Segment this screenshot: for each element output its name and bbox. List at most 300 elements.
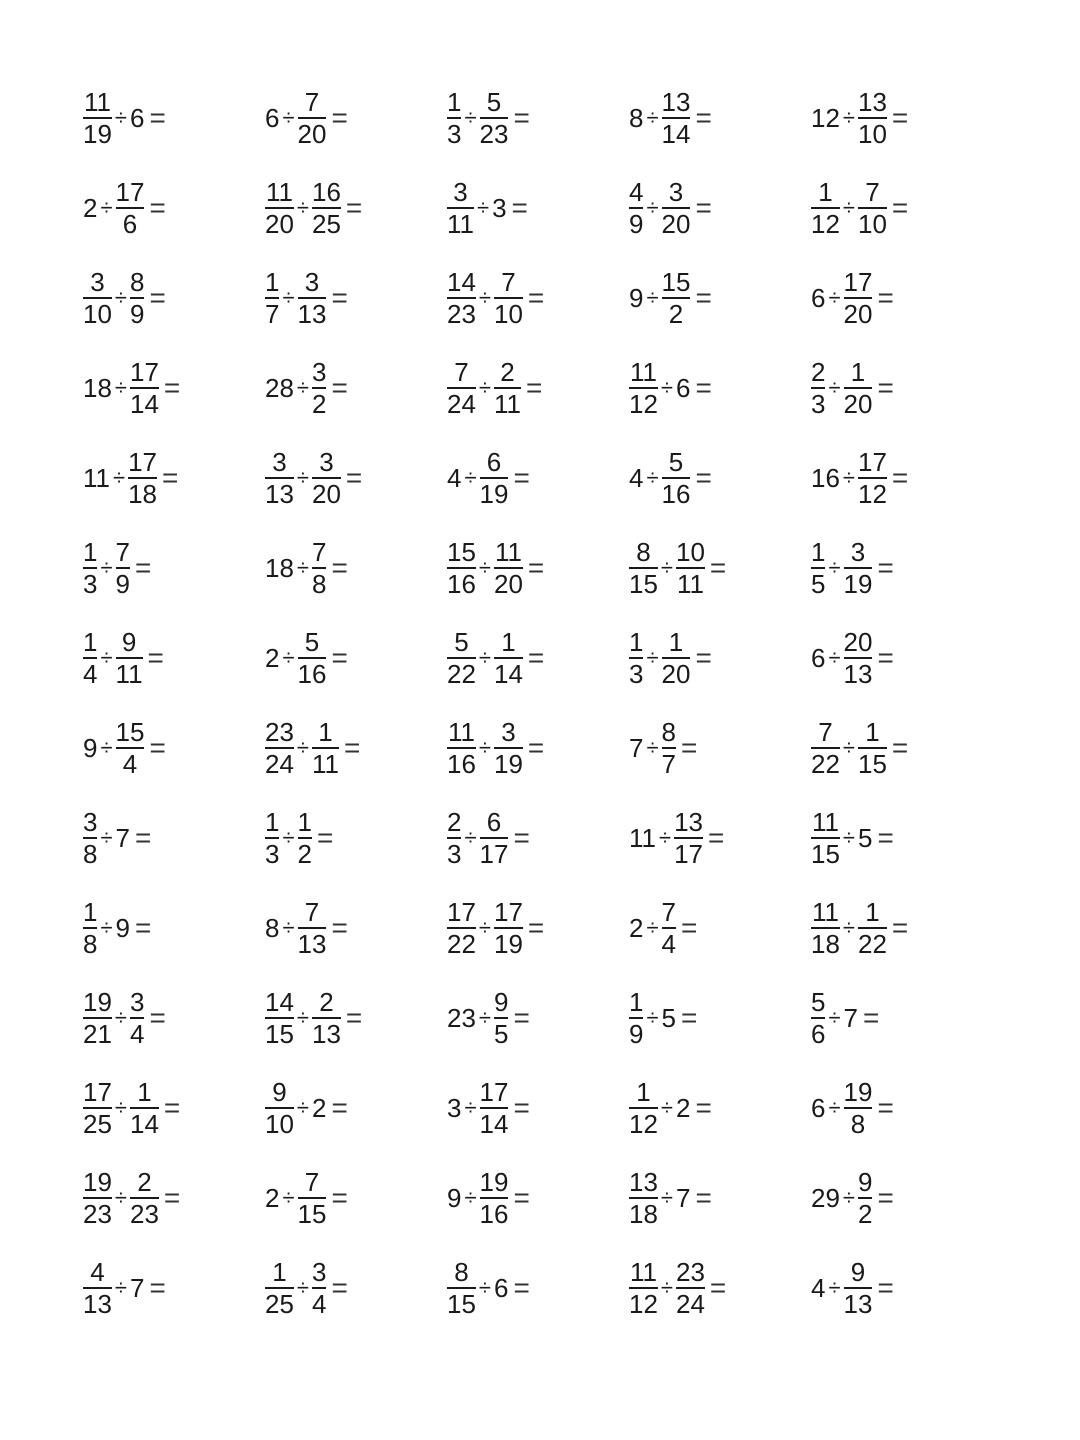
fraction <box>446 628 477 688</box>
equals-sign: = <box>513 1272 530 1303</box>
whole-number: 2 <box>676 1093 691 1123</box>
fraction <box>129 1078 160 1138</box>
fraction <box>479 448 510 508</box>
denominator: 3 <box>83 569 98 599</box>
whole-number: 12 <box>811 103 840 133</box>
division-sign: ÷ <box>114 105 127 130</box>
division-sign: ÷ <box>646 1005 659 1030</box>
whole-number: 11 <box>83 463 110 493</box>
division-problem <box>82 896 264 960</box>
division-sign: ÷ <box>646 645 659 670</box>
division-sign: ÷ <box>478 555 491 580</box>
division-sign: ÷ <box>660 555 673 580</box>
fraction <box>843 1078 874 1138</box>
denominator: 7 <box>265 299 280 329</box>
fraction <box>82 1078 113 1138</box>
denominator: 19 <box>479 479 509 509</box>
division-sign: ÷ <box>100 735 113 760</box>
numerator: 10 <box>676 537 705 567</box>
whole-number: 8 <box>629 103 644 133</box>
worksheet-row <box>82 343 1002 433</box>
numerator: 11 <box>83 87 111 117</box>
fraction <box>843 268 874 328</box>
denominator: 25 <box>83 1109 112 1139</box>
numerator: 3 <box>272 447 287 477</box>
division-problem <box>628 1256 810 1320</box>
whole-number: 9 <box>115 913 131 943</box>
division-problem <box>810 896 992 960</box>
equals-sign: = <box>891 462 909 493</box>
numerator: 2 <box>447 807 462 837</box>
denominator: 25 <box>265 1289 294 1319</box>
numerator: 3 <box>850 537 866 567</box>
numerator: 14 <box>447 267 476 297</box>
division-problem <box>264 626 446 690</box>
fraction <box>297 898 328 958</box>
division-problem <box>628 716 810 780</box>
fraction <box>82 538 98 598</box>
fraction <box>857 178 888 238</box>
division-problem <box>446 356 628 420</box>
denominator: 9 <box>629 209 644 239</box>
division-sign: ÷ <box>464 1185 477 1210</box>
fraction <box>82 628 98 688</box>
worksheet-row <box>82 1243 1002 1333</box>
numerator: 17 <box>128 447 157 477</box>
fraction <box>264 718 295 778</box>
equals-sign: = <box>149 102 166 133</box>
worksheet-row <box>82 433 1002 523</box>
denominator: 3 <box>447 839 462 869</box>
denominator: 13 <box>265 479 294 509</box>
division-sign: ÷ <box>464 465 477 490</box>
division-sign: ÷ <box>828 285 841 310</box>
division-problem <box>446 266 628 330</box>
numerator: 1 <box>850 357 866 387</box>
denominator: 15 <box>265 1019 294 1049</box>
denominator: 19 <box>494 929 523 959</box>
equals-sign: = <box>513 1002 530 1033</box>
division-sign: ÷ <box>100 555 113 580</box>
equals-sign: = <box>149 1272 166 1303</box>
numerator: 5 <box>304 627 320 657</box>
fraction <box>810 898 841 958</box>
fraction <box>446 538 477 598</box>
numerator: 1 <box>865 897 880 927</box>
numerator: 7 <box>661 897 677 927</box>
division-problem <box>82 986 264 1050</box>
fraction <box>264 1078 295 1138</box>
numerator: 1 <box>265 267 280 297</box>
fraction <box>857 898 888 958</box>
division-sign: ÷ <box>828 555 841 580</box>
division-problem <box>264 896 446 960</box>
fraction <box>810 988 826 1048</box>
division-problem <box>82 446 264 510</box>
fraction <box>810 538 826 598</box>
numerator: 1 <box>137 1077 152 1107</box>
numerator: 4 <box>629 177 644 207</box>
whole-number: 3 <box>492 193 507 223</box>
fraction <box>311 538 327 598</box>
denominator: 21 <box>83 1019 112 1049</box>
denominator: 7 <box>661 749 677 779</box>
fraction <box>311 448 342 508</box>
division-problem <box>628 1076 810 1140</box>
numerator: 15 <box>661 267 691 297</box>
fraction <box>843 358 874 418</box>
division-problem <box>810 1256 992 1320</box>
fraction <box>493 718 524 778</box>
division-problem <box>446 176 628 240</box>
fraction <box>810 178 841 238</box>
division-problem <box>810 1076 992 1140</box>
division-sign: ÷ <box>100 645 113 670</box>
division-sign: ÷ <box>296 465 309 490</box>
equals-sign: = <box>149 282 166 313</box>
division-problem <box>264 1166 446 1230</box>
division-problem <box>446 1166 628 1230</box>
denominator: 24 <box>447 389 476 419</box>
denominator: 23 <box>83 1199 112 1229</box>
denominator: 3 <box>265 839 280 869</box>
numerator: 8 <box>661 717 677 747</box>
division-problem <box>810 536 992 600</box>
worksheet-row <box>82 73 1002 163</box>
denominator: 20 <box>312 479 341 509</box>
whole-number: 4 <box>447 463 462 493</box>
division-problem <box>82 176 264 240</box>
division-problem <box>628 356 810 420</box>
fraction <box>628 628 644 688</box>
fraction <box>810 718 841 778</box>
fraction <box>311 1258 327 1318</box>
numerator: 3 <box>312 357 327 387</box>
equals-sign: = <box>681 1002 698 1033</box>
fraction <box>446 1258 477 1318</box>
division-sign: ÷ <box>296 735 309 760</box>
division-problem <box>446 1256 628 1320</box>
whole-number: 23 <box>447 1003 476 1033</box>
fraction <box>493 358 522 418</box>
denominator: 23 <box>479 119 509 149</box>
division-sign: ÷ <box>842 465 855 490</box>
equals-sign: = <box>877 1272 894 1303</box>
denominator: 2 <box>858 1199 873 1229</box>
equals-sign: = <box>695 462 712 493</box>
division-sign: ÷ <box>646 735 659 760</box>
numerator: 1 <box>83 627 98 657</box>
worksheet-row <box>82 1063 1002 1153</box>
whole-number: 5 <box>858 823 873 853</box>
denominator: 11 <box>312 749 339 779</box>
equals-sign: = <box>163 1182 181 1213</box>
fraction <box>264 988 295 1048</box>
fraction <box>446 88 462 148</box>
numerator: 1 <box>318 717 333 747</box>
denominator: 12 <box>629 389 658 419</box>
denominator: 11 <box>676 569 704 599</box>
denominator: 19 <box>843 569 873 599</box>
division-sign: ÷ <box>282 915 295 940</box>
fraction <box>843 628 874 688</box>
division-problem <box>810 806 992 870</box>
whole-number: 7 <box>843 1003 859 1033</box>
denominator: 18 <box>811 929 840 959</box>
fraction <box>628 1258 659 1318</box>
division-sign: ÷ <box>100 915 113 940</box>
fraction <box>857 1168 873 1228</box>
fraction <box>675 538 706 598</box>
denominator: 16 <box>447 749 476 779</box>
equals-sign: = <box>877 642 894 673</box>
denominator: 11 <box>494 389 521 419</box>
division-problem <box>810 716 992 780</box>
worksheet-row <box>82 253 1002 343</box>
fraction <box>661 88 692 148</box>
worksheet-row <box>82 703 1002 793</box>
equals-sign: = <box>149 192 166 223</box>
division-sign: ÷ <box>114 1185 127 1210</box>
numerator: 7 <box>312 537 327 567</box>
denominator: 20 <box>843 389 873 419</box>
division-problem <box>628 1166 810 1230</box>
numerator: 3 <box>319 447 334 477</box>
whole-number: 2 <box>265 1183 280 1213</box>
division-problem <box>82 266 264 330</box>
denominator: 8 <box>312 569 327 599</box>
numerator: 11 <box>811 897 839 927</box>
denominator: 8 <box>83 839 98 869</box>
fraction <box>297 628 328 688</box>
fraction <box>297 268 328 328</box>
equals-sign: = <box>695 372 712 403</box>
division-problem <box>446 806 628 870</box>
numerator: 17 <box>494 897 523 927</box>
fraction <box>82 988 113 1048</box>
division-problem <box>82 716 264 780</box>
numerator: 11 <box>811 807 839 837</box>
division-sign: ÷ <box>114 1005 127 1030</box>
equals-sign: = <box>331 642 348 673</box>
numerator: 7 <box>865 177 880 207</box>
division-sign: ÷ <box>282 825 295 850</box>
whole-number: 18 <box>265 553 294 583</box>
numerator: 17 <box>83 1077 112 1107</box>
division-problem <box>628 896 810 960</box>
division-problem <box>810 626 992 690</box>
whole-number: 16 <box>811 463 840 493</box>
denominator: 13 <box>83 1289 112 1319</box>
whole-number: 7 <box>115 823 131 853</box>
fraction <box>628 538 659 598</box>
division-problem <box>82 356 264 420</box>
denominator: 22 <box>447 659 476 689</box>
division-sign: ÷ <box>282 1185 295 1210</box>
division-problem <box>446 896 628 960</box>
equals-sign: = <box>513 822 530 853</box>
numerator: 9 <box>858 1167 873 1197</box>
equals-sign: = <box>891 102 909 133</box>
numerator: 1 <box>636 1077 651 1107</box>
fraction <box>661 718 677 778</box>
numerator: 3 <box>501 717 516 747</box>
division-problem <box>264 986 446 1050</box>
equals-sign: = <box>527 642 545 673</box>
numerator: 1 <box>668 627 684 657</box>
denominator: 2 <box>297 839 313 869</box>
fraction <box>661 178 692 238</box>
division-problem <box>446 536 628 600</box>
whole-number: 6 <box>130 103 145 133</box>
fraction <box>843 538 874 598</box>
fraction <box>264 268 280 328</box>
denominator: 24 <box>676 1289 705 1319</box>
denominator: 10 <box>858 119 887 149</box>
equals-sign: = <box>331 1182 348 1213</box>
fraction <box>628 1078 659 1138</box>
denominator: 5 <box>494 1019 509 1049</box>
whole-number: 9 <box>83 733 98 763</box>
fraction <box>82 898 98 958</box>
fraction <box>628 988 644 1048</box>
numerator: 14 <box>265 987 294 1017</box>
division-sign: ÷ <box>282 285 295 310</box>
numerator: 17 <box>130 357 159 387</box>
equals-sign: = <box>331 552 348 583</box>
numerator: 13 <box>674 807 703 837</box>
fraction <box>673 808 704 868</box>
division-problem <box>810 176 992 240</box>
fraction <box>311 988 342 1048</box>
equals-sign: = <box>331 282 348 313</box>
division-sign: ÷ <box>842 915 855 940</box>
denominator: 4 <box>130 1019 145 1049</box>
whole-number: 5 <box>661 1003 677 1033</box>
division-problem <box>264 1076 446 1140</box>
division-problem <box>82 626 264 690</box>
division-problem <box>82 536 264 600</box>
equals-sign: = <box>527 912 545 943</box>
division-sign: ÷ <box>828 375 841 400</box>
denominator: 10 <box>494 299 523 329</box>
numerator: 11 <box>629 357 657 387</box>
equals-sign: = <box>709 1272 727 1303</box>
denominator: 20 <box>297 119 327 149</box>
equals-sign: = <box>149 732 166 763</box>
fraction <box>493 898 524 958</box>
equals-sign: = <box>877 822 894 853</box>
numerator: 8 <box>130 267 145 297</box>
equals-sign: = <box>681 912 698 943</box>
numerator: 8 <box>454 1257 469 1287</box>
division-sign: ÷ <box>478 1275 491 1300</box>
numerator: 3 <box>304 267 320 297</box>
equals-sign: = <box>891 732 909 763</box>
worksheet-row <box>82 793 1002 883</box>
denominator: 20 <box>494 569 523 599</box>
equals-sign: = <box>163 372 181 403</box>
denominator: 14 <box>494 659 523 689</box>
numerator: 3 <box>90 267 105 297</box>
numerator: 9 <box>272 1077 287 1107</box>
division-sign: ÷ <box>296 375 309 400</box>
numerator: 8 <box>636 537 651 567</box>
denominator: 9 <box>115 569 131 599</box>
fraction <box>493 268 524 328</box>
numerator: 19 <box>479 1167 509 1197</box>
fraction <box>115 628 144 688</box>
denominator: 8 <box>83 929 98 959</box>
denominator: 14 <box>130 389 159 419</box>
numerator: 1 <box>818 177 833 207</box>
equals-sign: = <box>695 282 712 313</box>
numerator: 15 <box>115 717 145 747</box>
denominator: 17 <box>674 839 703 869</box>
equals-sign: = <box>511 192 528 223</box>
fraction <box>264 808 280 868</box>
division-sign: ÷ <box>464 825 477 850</box>
fraction <box>82 268 113 328</box>
equals-sign: = <box>331 1092 348 1123</box>
numerator: 1 <box>297 807 313 837</box>
division-sign: ÷ <box>478 915 491 940</box>
division-sign: ÷ <box>842 195 855 220</box>
numerator: 5 <box>668 447 684 477</box>
denominator: 6 <box>122 209 138 239</box>
equals-sign: = <box>345 192 363 223</box>
denominator: 19 <box>494 749 523 779</box>
numerator: 2 <box>500 357 515 387</box>
denominator: 13 <box>843 659 873 689</box>
denominator: 13 <box>297 929 327 959</box>
numerator: 17 <box>843 267 873 297</box>
denominator: 6 <box>811 1019 826 1049</box>
equals-sign: = <box>877 1182 894 1213</box>
denominator: 15 <box>629 569 658 599</box>
numerator: 1 <box>811 537 826 567</box>
denominator: 3 <box>447 119 462 149</box>
equals-sign: = <box>877 282 894 313</box>
division-sign: ÷ <box>114 1095 127 1120</box>
whole-number: 2 <box>265 643 280 673</box>
whole-number: 2 <box>629 913 644 943</box>
fraction <box>115 538 131 598</box>
numerator: 1 <box>501 627 516 657</box>
division-problem <box>446 1076 628 1140</box>
whole-number: 28 <box>265 373 294 403</box>
fraction <box>479 88 510 148</box>
whole-number: 4 <box>811 1273 826 1303</box>
fraction <box>264 1258 295 1318</box>
equals-sign: = <box>877 1092 894 1123</box>
division-sign: ÷ <box>114 375 127 400</box>
fraction <box>810 808 841 868</box>
equals-sign: = <box>526 372 543 403</box>
fraction <box>446 808 462 868</box>
fraction <box>129 1168 160 1228</box>
numerator: 5 <box>811 987 826 1017</box>
division-problem <box>264 356 446 420</box>
equals-sign: = <box>695 102 712 133</box>
division-sign: ÷ <box>464 105 477 130</box>
fraction <box>493 628 524 688</box>
division-sign: ÷ <box>828 1005 841 1030</box>
denominator: 15 <box>297 1199 327 1229</box>
numerator: 20 <box>843 627 873 657</box>
division-problem <box>628 806 810 870</box>
fraction <box>661 628 692 688</box>
